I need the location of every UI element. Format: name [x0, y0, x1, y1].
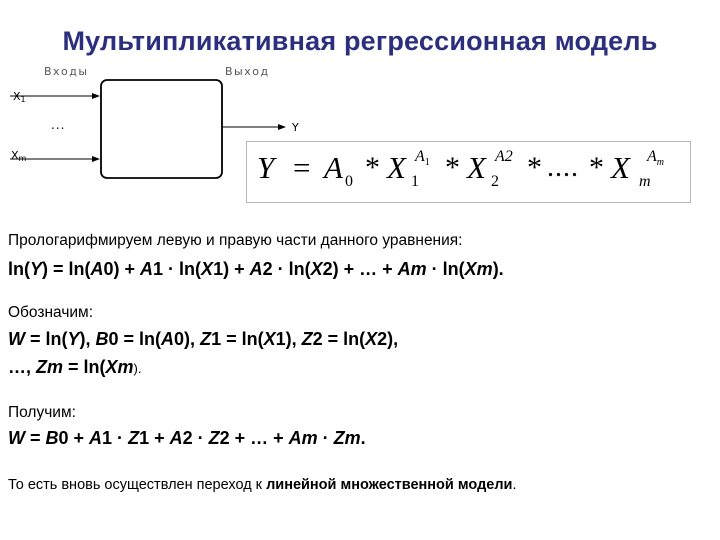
slide-title: Мультипликативная регрессионная модель: [62, 26, 658, 56]
input-x1-arrowhead: [92, 93, 100, 99]
formula-xm-exp: $A_m$: [647, 148, 665, 169]
paragraph-conclusion: То есть вновь осуществлен переход к линейной множественной модели.: [8, 477, 517, 493]
model-block: [101, 80, 222, 178]
input-x1-label: $X_1$: [13, 90, 26, 104]
equation-linear: W = B0 + A1 · Z1 + A2 · Z2 + … + Am · Zm.: [8, 428, 366, 448]
formula-x1-exp: $A_1$: [415, 148, 430, 169]
formula-x1-sub: 1: [411, 173, 419, 190]
inputs-label: Входы: [44, 65, 89, 78]
formula-star-1: *: [365, 151, 380, 184]
formula-a: A: [324, 150, 343, 185]
formula-a-sub: 0: [345, 173, 353, 190]
formula-star-4: *: [589, 151, 604, 184]
input-xm-arrowhead: [92, 156, 100, 162]
formula-box: [246, 141, 691, 203]
output-label: Выход: [225, 65, 270, 78]
formula-eq: =: [293, 150, 311, 185]
linear-model-term: линейной множественной модели: [266, 477, 513, 493]
input-xm-label: $X_m$: [11, 149, 27, 163]
paragraph-result: Получим:: [8, 404, 76, 421]
equation-substitutions: W = ln(Y), B0 = ln(A0), Z1 = ln(X1), Z2 = ln(X2),: [8, 329, 399, 349]
formula-y: Y: [257, 150, 275, 185]
output-y-arrowhead: [278, 124, 286, 130]
formula-x1: X: [387, 150, 406, 185]
formula-dots: ....: [547, 152, 579, 183]
formula-xm-sub: m: [639, 173, 651, 190]
formula-star-2: *: [445, 151, 460, 184]
equation-log: ln(Y) = ln(A0) + A1 · ln(X1) + A2 · ln(X2) + … + Am · ln(Xm).: [8, 259, 504, 279]
paragraph-denote: Обозначим:: [8, 304, 94, 321]
formula-xm: X: [611, 150, 630, 185]
formula-x2-sub: 2: [491, 173, 499, 190]
output-y-label: Y: [292, 121, 299, 134]
paragraph-log-intro: Прологарифмируем левую и правую части данного уравнения:: [8, 232, 463, 249]
formula-x2: X: [467, 150, 486, 185]
equation-substitutions-cont: …, Zm = ln(Xm).: [8, 357, 142, 377]
inputs-ellipsis: ...: [51, 118, 66, 132]
formula-star-3: *: [527, 151, 542, 184]
formula-x2-exp: A2: [495, 148, 513, 165]
